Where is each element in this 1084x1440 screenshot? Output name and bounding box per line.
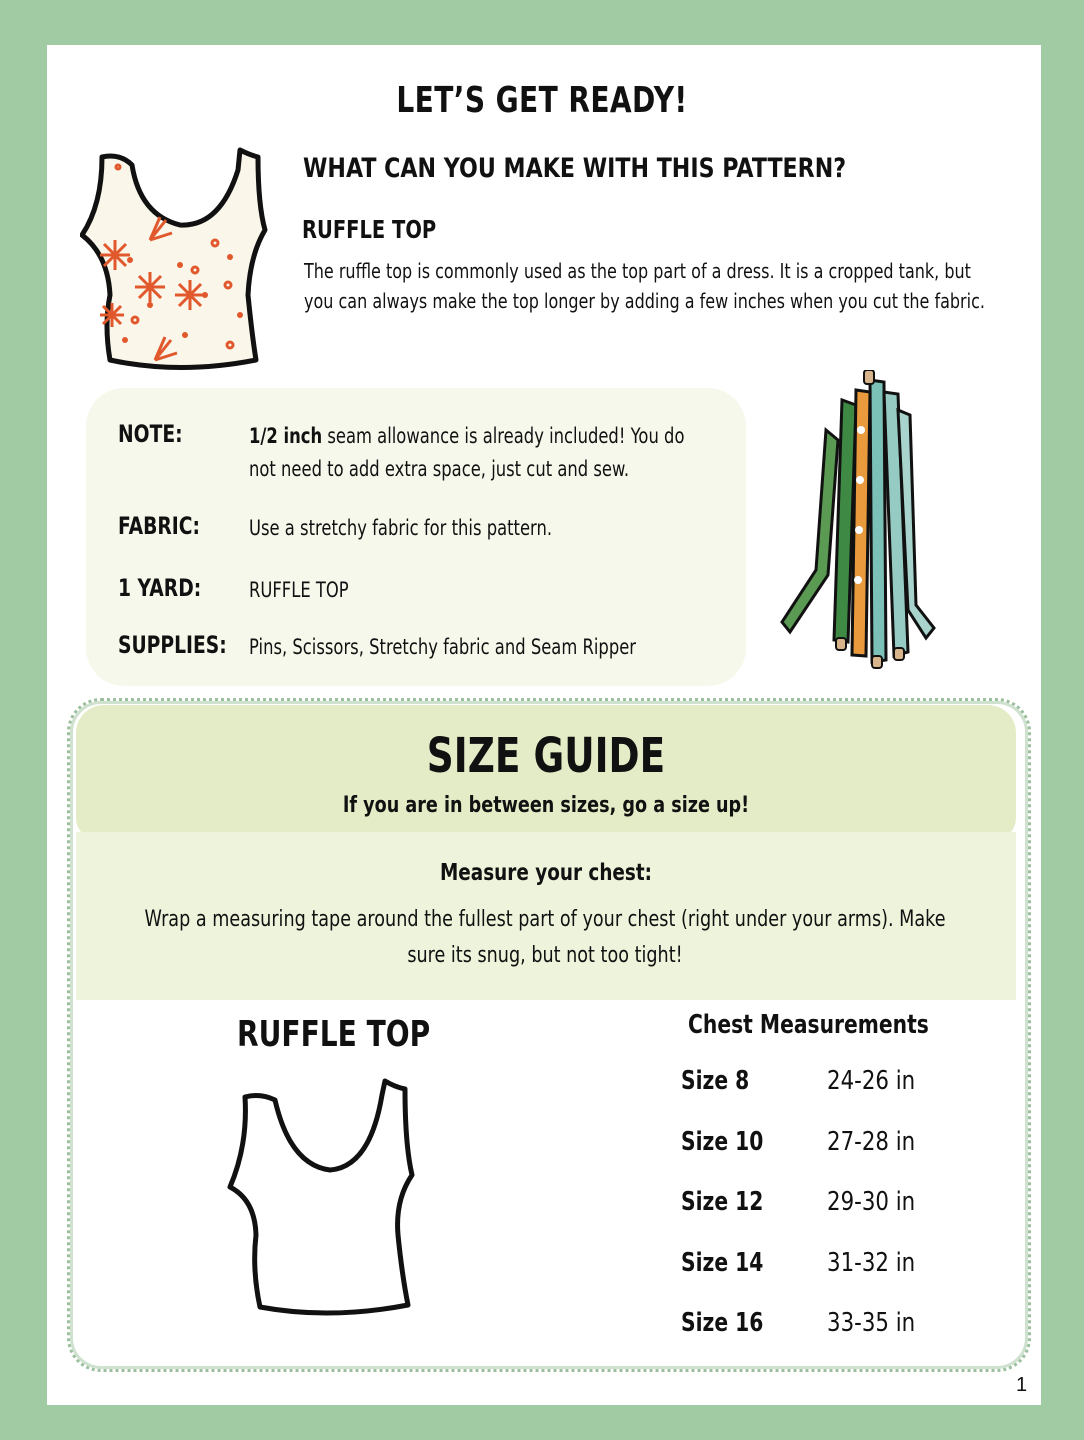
size-label: Size 16	[681, 1308, 764, 1338]
size-label: Size 10	[681, 1127, 764, 1157]
note-rest-text: seam allowance is already included! You do not need to add extra space, just cut and sew.	[249, 424, 685, 481]
page-number: 1	[1016, 1374, 1028, 1396]
size-guide-subtitle: If you are in between sizes, go a size up!	[342, 793, 750, 818]
size-label: Size 14	[681, 1248, 764, 1278]
size-range: 27-28 in	[827, 1127, 916, 1157]
note-label: NOTE:	[118, 420, 183, 448]
measure-title: Measure your chest:	[439, 860, 653, 886]
section-heading: WHAT CAN YOU MAKE WITH THIS PATTERN?	[303, 153, 847, 184]
size-label: Size 8	[681, 1066, 750, 1096]
page-title: LET’S GET READY!	[396, 80, 688, 121]
fabric-strips-illustration	[776, 370, 936, 670]
size-label: Size 12	[681, 1187, 764, 1217]
size-range: 33-35 in	[827, 1308, 916, 1338]
yard-label: 1 YARD:	[118, 574, 202, 602]
chest-measurements-title: Chest Measurements	[688, 1010, 929, 1040]
product-name: RUFFLE TOP	[302, 215, 437, 244]
note-bold-text: 1/2 inch	[249, 424, 323, 448]
supplies-label: SUPPLIES:	[118, 631, 227, 659]
size-range: 29-30 in	[827, 1187, 916, 1217]
yard-text: RUFFLE TOP	[249, 578, 349, 602]
note-text	[249, 420, 701, 486]
garment-title: RUFFLE TOP	[237, 1014, 431, 1055]
fabric-label: FABRIC:	[118, 512, 201, 540]
ruffle-top-patterned-illustration	[80, 145, 290, 375]
fabric-text: Use a stretchy fabric for this pattern.	[249, 516, 553, 540]
supplies-text: Pins, Scissors, Stretchy fabric and Seam Ripper	[249, 635, 637, 659]
size-guide-title: SIZE GUIDE	[426, 728, 666, 784]
ruffle-top-outline-illustration	[220, 1075, 440, 1325]
size-range: 31-32 in	[827, 1248, 916, 1278]
size-range: 24-26 in	[827, 1066, 916, 1096]
measure-instructions: Wrap a measuring tape around the fullest part of your chest (right under your arms). Make sure its snug, but not too tight!	[144, 907, 946, 968]
product-description: The ruffle top is commonly used as the top part of a dress. It is a cropped tank, but you can always make the top longer by adding a few inches when you cut the fabric.	[304, 259, 985, 313]
